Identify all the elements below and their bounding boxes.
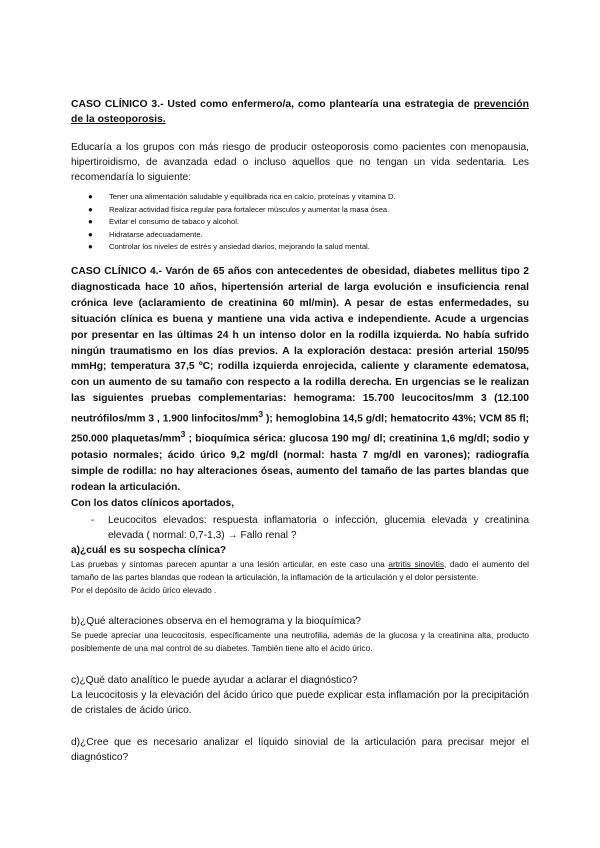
- recommendations-list: [71, 191, 529, 254]
- bullet-icon: ●: [88, 192, 93, 201]
- bullet-icon: ●: [88, 229, 93, 239]
- question-c: c)¿Qué dato analítico le puede ayudar a aclarar el diagnóstico?: [71, 674, 358, 686]
- list-item: ● Hidratarse adecuadamente.: [71, 229, 529, 242]
- document-page: [71, 97, 529, 765]
- answer-a: Las pruebas y síntomas parecen apuntar a una lesión articular, en este caso una artritis sinovitis, dado el aumento del tamaño de las partes blandas que rodean la articulación, la inflamación de la articulación y el dolor persistente.: [71, 558, 529, 582]
- bullet-icon: ●: [88, 242, 93, 252]
- question-a: a)¿cuál es su sospecha clínica?: [71, 544, 227, 556]
- list-item: ● Evitar el consumo de tabaco y alcohol.: [71, 216, 529, 229]
- caso4-description: CASO CLÍNICO 4.- Varón de 65 años con antecedentes de obesidad, diabetes mellitus tipo 2 diagnosticada hace 10 años, hipertensión arterial de larga evolución e insuficiencia renal crónica leve (aclaramiento de creatinina 60 ml/min). A pesar de estas enfermedades, su situación clínica es buena y mantiene una vida activa e independiente. Acude a urgencias por presentar en las últimas 24 h un intenso dolor en la rodilla izquierda. No había sufrido ningún traumatismo en los días previos. A la exploración destaca: presión arterial 150/95 mmHg; temperatura 37,5 ºC; rodilla izquierda enrojecida, caliente y claramente edematosa, con un aumento de su tamaño con respecto a la rodilla derecha. En urgencias se le realizan las siguientes pruebas complementarias: hemograma: 15.700 leucocitos/mm 3 (12.100 neutrófilos/mm 3 , 1.900 linfocitos/$mm^3$ ); hemoglobina 14,5 g/dl; hematocrito 43%; VCM 85 fl; 250.000 plaquetas/$mm^3$ ; bioquímica sérica: glucosa 190 mg/ dl; creatinina 1,6 mg/dl; sodio y potasio normales; ácido úrico 9,2 mg/dl (normal: hasta 7 mg/dl en varones); radiografía simple de rodilla: no hay alteraciones óseas, aumento del tamaño de las partes blandas que rodean la articulación.: [71, 265, 530, 493]
- answer-a-line2: Por el depósito de ácido úrico elevado .: [71, 584, 217, 595]
- caso3-title-text: Usted como enfermero/a, como plantearía una estrategia de: [163, 99, 474, 110]
- datos-heading: Con los datos clínicos aportados,: [71, 497, 235, 509]
- bullet-icon: ●: [88, 217, 93, 227]
- answer-c: La leucocitosis y la elevación del ácido úrico que puede explicar esta inflamación por la precipitación de cristales de ácido úrico.: [71, 689, 529, 716]
- list-item: ● Tener una alimentación saludable y equilibrada rica en calcio, proteínas y vitamina D.: [71, 191, 529, 204]
- question-d: d)¿Cree que es necesario analizar el líquido sinovial de la articulación para precisar mejor el diagnóstico?: [71, 736, 529, 763]
- caso3-intro: Educaría a los grupos con más riesgo de producir osteoporosis como pacientes con menopausia, hipertiroidismo, de avanzada edad o incluso aquellos que no tengan un vida sedentaria. Les recomendaría lo siguiente:: [71, 142, 529, 183]
- list-item: ● Controlar los niveles de estrés y ansiedad diarios, mejorando la salud mental.: [71, 241, 529, 254]
- artritis-underlined: artritis sinovitis: [388, 558, 445, 569]
- dash-icon: -: [91, 514, 95, 526]
- dash-list-item: - Leucocitos elevados: respuesta inflamatoria o infección, glucemia elevada y creatinina elevada ( normal: 0,7-1,3) → Fallo renal ?: [91, 514, 529, 541]
- answer-b: Se puede apreciar una leucocitosis, específicamente una neutrofilia, además de la glucosa y la creatinina alta, producto posiblemente de una mal control de su diabetes. También tiene alto el ácido úrico.: [71, 629, 529, 653]
- list-item: ● Realizar actividad física regular para fortalecer músculos y aumentar la masa ósea.: [71, 204, 529, 217]
- caso4-label: CASO CLÍNICO 4.-: [71, 265, 162, 277]
- caso3-title: [71, 97, 529, 127]
- caso3-label: CASO CLÍNICO 3.-: [71, 99, 164, 110]
- caso3-title-underlined: prevención de la osteoporosis.: [71, 99, 529, 125]
- bullet-icon: ●: [88, 204, 93, 214]
- question-b: b)¿Qué alteraciones observa en el hemograma y la bioquímica?: [71, 615, 361, 627]
